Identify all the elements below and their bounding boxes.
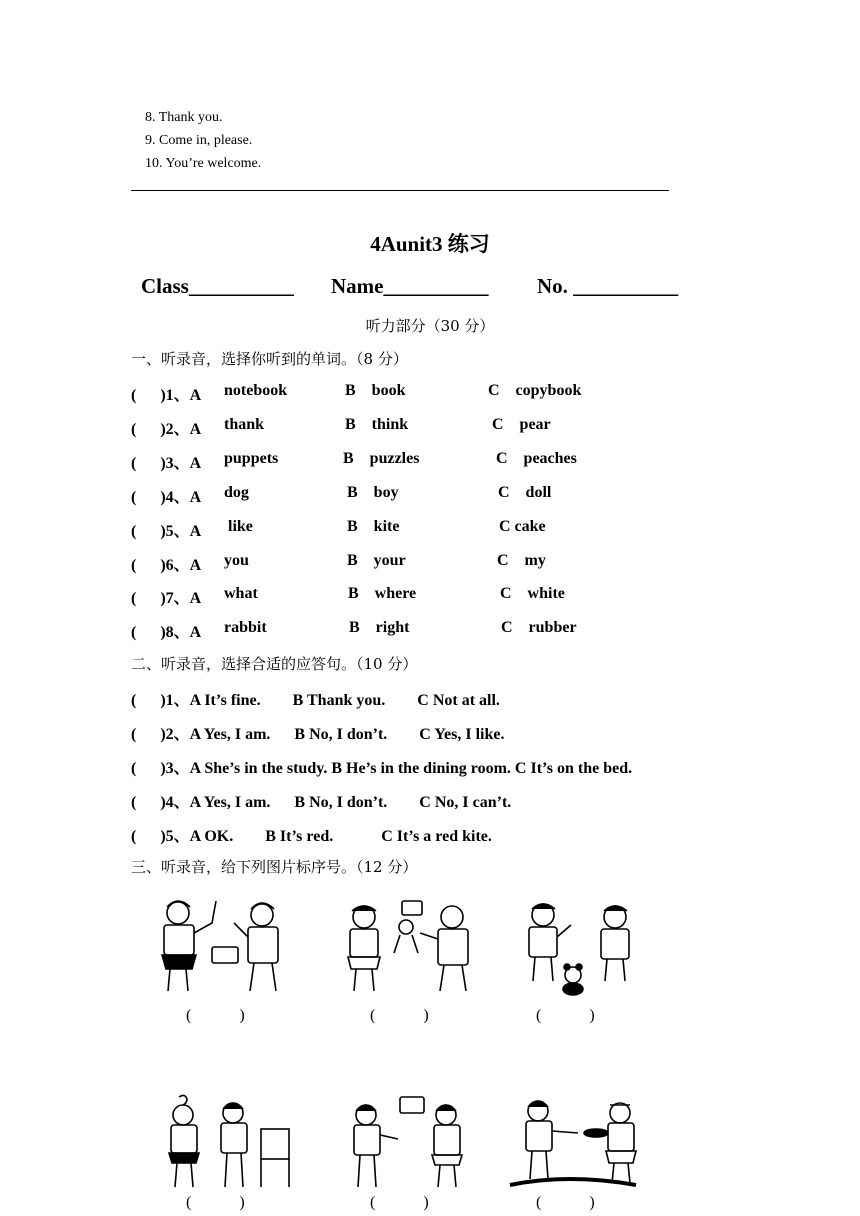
section1-item-4-option-a: dog: [224, 484, 249, 501]
section1-item-5-option-a: like: [224, 518, 253, 535]
section1-item-4-number: ( )4、A: [131, 489, 202, 506]
section1-item-5-option-b: B kite: [347, 518, 400, 535]
picture-4-children-with-chair: [157, 1093, 297, 1193]
section1-item-3-option-a: puppets: [224, 450, 279, 467]
section2-item-2: ( )2、A Yes, I am. B No, I don’t. C Yes, I like.: [131, 726, 505, 743]
section1-item-5-option-c: C cake: [499, 518, 546, 535]
picture-2-blank[interactable]: ( ): [370, 1007, 429, 1024]
picture-6-children-with-plate: [508, 1093, 648, 1193]
picture-1-boys-talking: [150, 893, 300, 998]
section1-item-6-option-a: you: [224, 552, 249, 569]
section1-item-8-option-a: rabbit: [224, 619, 267, 636]
picture-5-boy-and-girl-talking: [340, 1093, 485, 1193]
section1-item-6-option-c: C my: [497, 552, 546, 569]
section1-item-2-option-c: C pear: [492, 416, 551, 433]
picture-1-blank[interactable]: ( ): [186, 1007, 245, 1024]
section1-item-1-option-b: B book: [345, 382, 406, 399]
picture-4-blank[interactable]: ( ): [186, 1194, 245, 1211]
page-title: 4Aunit3 练习: [370, 232, 490, 256]
section1-item-1-option-c: C copybook: [488, 382, 582, 399]
picture-2-girl-with-doll: [340, 893, 485, 998]
section1-item-7-option-a: what: [224, 585, 258, 602]
section1-item-1-option-a: notebook: [224, 382, 288, 399]
picture-5-blank[interactable]: ( ): [370, 1194, 429, 1211]
name-field: Name__________: [331, 274, 489, 298]
picture-3-children-with-panda: [515, 897, 645, 997]
section1-item-8-option-c: C rubber: [501, 619, 577, 636]
section1-item-1-number: ( )1、A: [131, 387, 202, 404]
section1-item-3-number: ( )3、A: [131, 455, 202, 472]
section1-item-8-number: ( )8、A: [131, 624, 202, 641]
section2-title: 二、听录音，选择合适的应答句。（10 分）: [131, 655, 418, 673]
section1-item-3-option-c: C peaches: [496, 450, 577, 467]
section2-item-5: ( )5、A OK. B It’s red. C It’s a red kite.: [131, 828, 492, 845]
previous-answer-10: 10. You’re welcome.: [145, 156, 262, 171]
section2-item-3: ( )3、A She’s in the study. B He’s in the dining room. C It’s on the bed.: [131, 760, 633, 777]
section1-item-8-option-b: B right: [349, 619, 410, 636]
section1-item-7-option-b: B where: [348, 585, 417, 602]
section1-item-7-number: ( )7、A: [131, 590, 202, 607]
picture-6-blank[interactable]: ( ): [536, 1194, 595, 1211]
picture-3-blank[interactable]: ( ): [536, 1007, 595, 1024]
section2-item-4: ( )4、A Yes, I am. B No, I don’t. C No, I can’t.: [131, 794, 512, 811]
section1-item-2-option-b: B think: [345, 416, 409, 433]
section2-item-1: ( )1、A It’s fine. B Thank you. C Not at all.: [131, 692, 500, 709]
previous-answer-8: 8. Thank you.: [145, 110, 223, 125]
class-field: Class__________: [141, 274, 294, 298]
section1-item-3-option-b: B puzzles: [343, 450, 420, 467]
section1-item-6-option-b: B your: [347, 552, 406, 569]
number-field: No. __________: [537, 274, 679, 298]
section1-item-6-number: ( )6、A: [131, 557, 202, 574]
section1-item-5-number: ( )5、A: [131, 523, 202, 540]
section1-item-2-option-a: thank: [224, 416, 265, 433]
section1-item-4-option-c: C doll: [498, 484, 552, 501]
section3-title: 三、听录音，给下列图片标序号。（12 分）: [131, 858, 418, 876]
section1-item-2-number: ( )2、A: [131, 421, 202, 438]
separator-line: [131, 190, 669, 191]
previous-answer-9: 9. Come in, please.: [145, 133, 253, 148]
listening-title: 听力部分（30 分）: [365, 317, 495, 335]
section1-title: 一、听录音，选择你听到的单词。（8 分）: [131, 350, 408, 368]
section1-item-7-option-c: C white: [500, 585, 565, 602]
section1-item-4-option-b: B boy: [347, 484, 399, 501]
